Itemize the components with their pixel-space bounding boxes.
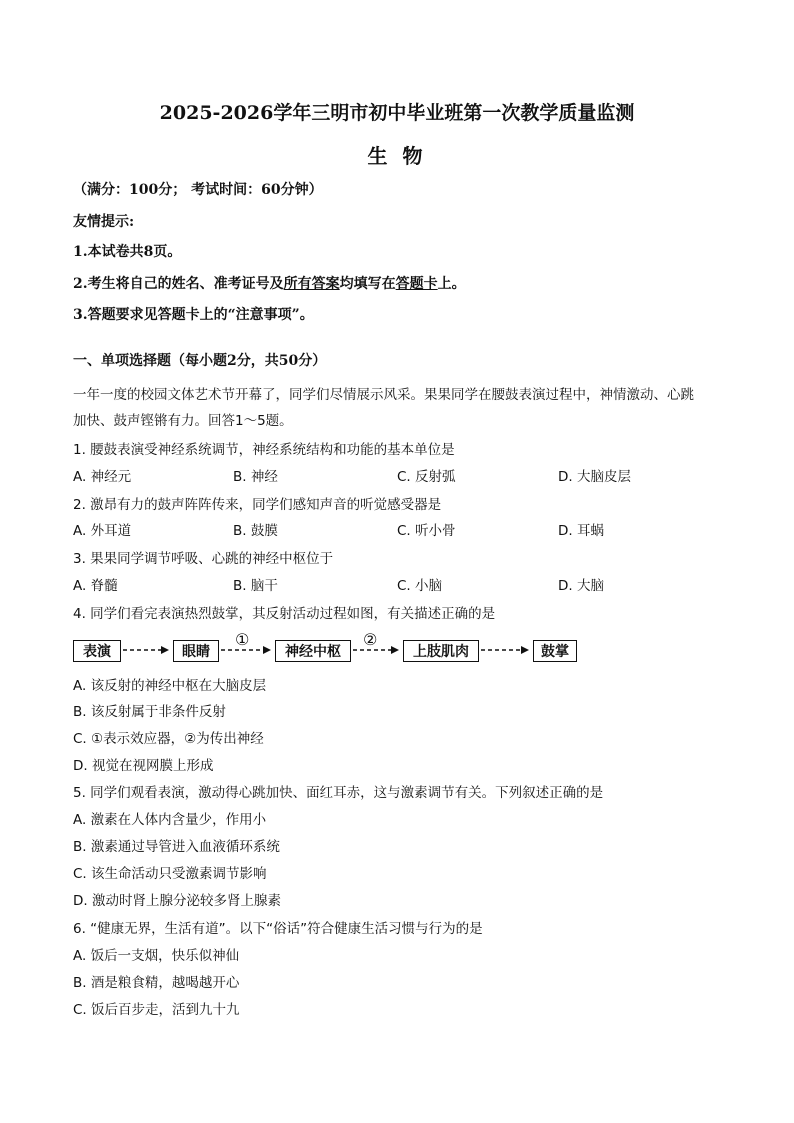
q5-option-b: B. 激素通过导管进入血液循环系统: [73, 839, 280, 855]
exam-info: （满分：100分； 考试时间：60分钟）: [73, 182, 323, 198]
tip-2-part-e: 上。: [437, 276, 466, 292]
q4-option-a: A. 该反射的神经中枢在大脑皮层: [73, 678, 267, 694]
flow-marker-1: ①: [235, 630, 250, 649]
question-1-stem: 1. 腰鼓表演受神经系统调节，神经系统结构和功能的基本单位是: [73, 442, 455, 458]
q5-option-d: D. 激动时肾上腺分泌较多肾上腺素: [73, 893, 281, 909]
section-heading: 一、单项选择题（每小题2分，共50分）: [73, 353, 327, 369]
flow-arrow-2: [221, 650, 271, 652]
flow-box-eyes: 眼睛: [173, 640, 219, 662]
flow-arrow-3: [353, 650, 399, 652]
q3-option-b: B. 脑干: [233, 578, 278, 594]
q2-option-c: C. 听小骨: [397, 523, 456, 539]
q2-option-d: D. 耳蜗: [558, 523, 604, 539]
flow-marker-2: ②: [363, 630, 378, 649]
q1-option-d: D. 大脑皮层: [558, 469, 631, 485]
intro-line-2: 加快、鼓声铿锵有力。回答1～5题。: [73, 413, 293, 429]
q4-option-b: B. 该反射属于非条件反射: [73, 704, 226, 720]
q3-option-c: C. 小脑: [397, 578, 443, 594]
q4-option-d: D. 视觉在视网膜上形成: [73, 758, 214, 774]
tip-2-part-c: 均填写在: [339, 276, 396, 292]
tip-1: 1.本试卷共8页。: [73, 244, 182, 260]
q2-option-b: B. 鼓膜: [233, 523, 278, 539]
tip-2-part-a: 2.考生将自己的姓名、准考证号及: [73, 276, 284, 292]
q1-option-a: A. 神经元: [73, 469, 132, 485]
q6-option-b: B. 酒是粮食精，越喝越开心: [73, 975, 240, 991]
subject-title: 生 物: [367, 144, 427, 168]
q5-option-c: C. 该生命活动只受激素调节影响: [73, 866, 267, 882]
question-2-options: [73, 521, 773, 541]
q6-option-c: C. 饭后百步走，活到九十九: [73, 1002, 240, 1018]
question-6-stem: 6. “健康无界，生活有道”。以下“俗话”符合健康生活习惯与行为的是: [73, 921, 483, 937]
flow-box-upper-limb-muscle: 上肢肌肉: [403, 640, 479, 662]
flow-arrow-4: [481, 650, 529, 652]
question-4-stem: 4. 同学们看完表演热烈鼓掌，其反射活动过程如图，有关描述正确的是: [73, 606, 496, 622]
q4-option-c: C. ①表示效应器，②为传出神经: [73, 731, 264, 747]
question-1-options: [73, 467, 773, 487]
tip-2: [73, 274, 466, 294]
tips-heading: 友情提示:: [73, 214, 135, 230]
flow-box-applause: 鼓掌: [533, 640, 577, 662]
reflex-flow-diagram: [73, 630, 593, 670]
q1-option-b: B. 神经: [233, 469, 278, 485]
tip-2-underlined-card: 答题卡: [395, 276, 438, 292]
q3-option-d: D. 大脑: [558, 578, 604, 594]
flow-box-performance: 表演: [73, 640, 121, 662]
q6-option-a: A. 饭后一支烟，快乐似神仙: [73, 948, 240, 964]
q1-option-c: C. 反射弧: [397, 469, 456, 485]
q5-option-a: A. 激素在人体内含量少，作用小: [73, 812, 267, 828]
question-2-stem: 2. 激昂有力的鼓声阵阵传来，同学们感知声音的听觉感受器是: [73, 497, 442, 513]
question-3-stem: 3. 果果同学调节呼吸、心跳的神经中枢位于: [73, 551, 334, 567]
flow-arrow-1: [123, 650, 169, 652]
intro-line-1: 一年一度的校园文体艺术节开幕了，同学们尽情展示风采。果果同学在腰鼓表演过程中，神情激动、心跳: [73, 387, 694, 403]
exam-title: 2025-2026学年三明市初中毕业班第一次教学质量监测: [159, 102, 635, 124]
tip-3: 3.答题要求见答题卡上的“注意事项”。: [73, 307, 314, 323]
q2-option-a: A. 外耳道: [73, 523, 132, 539]
question-5-stem: 5. 同学们观看表演，激动得心跳加快、面红耳赤，这与激素调节有关。下列叙述正确的是: [73, 785, 604, 801]
tip-2-underlined-answers: 所有答案: [283, 276, 340, 292]
question-3-options: [73, 576, 773, 596]
q3-option-a: A. 脊髓: [73, 578, 118, 594]
flow-box-nerve-center: 神经中枢: [275, 640, 351, 662]
